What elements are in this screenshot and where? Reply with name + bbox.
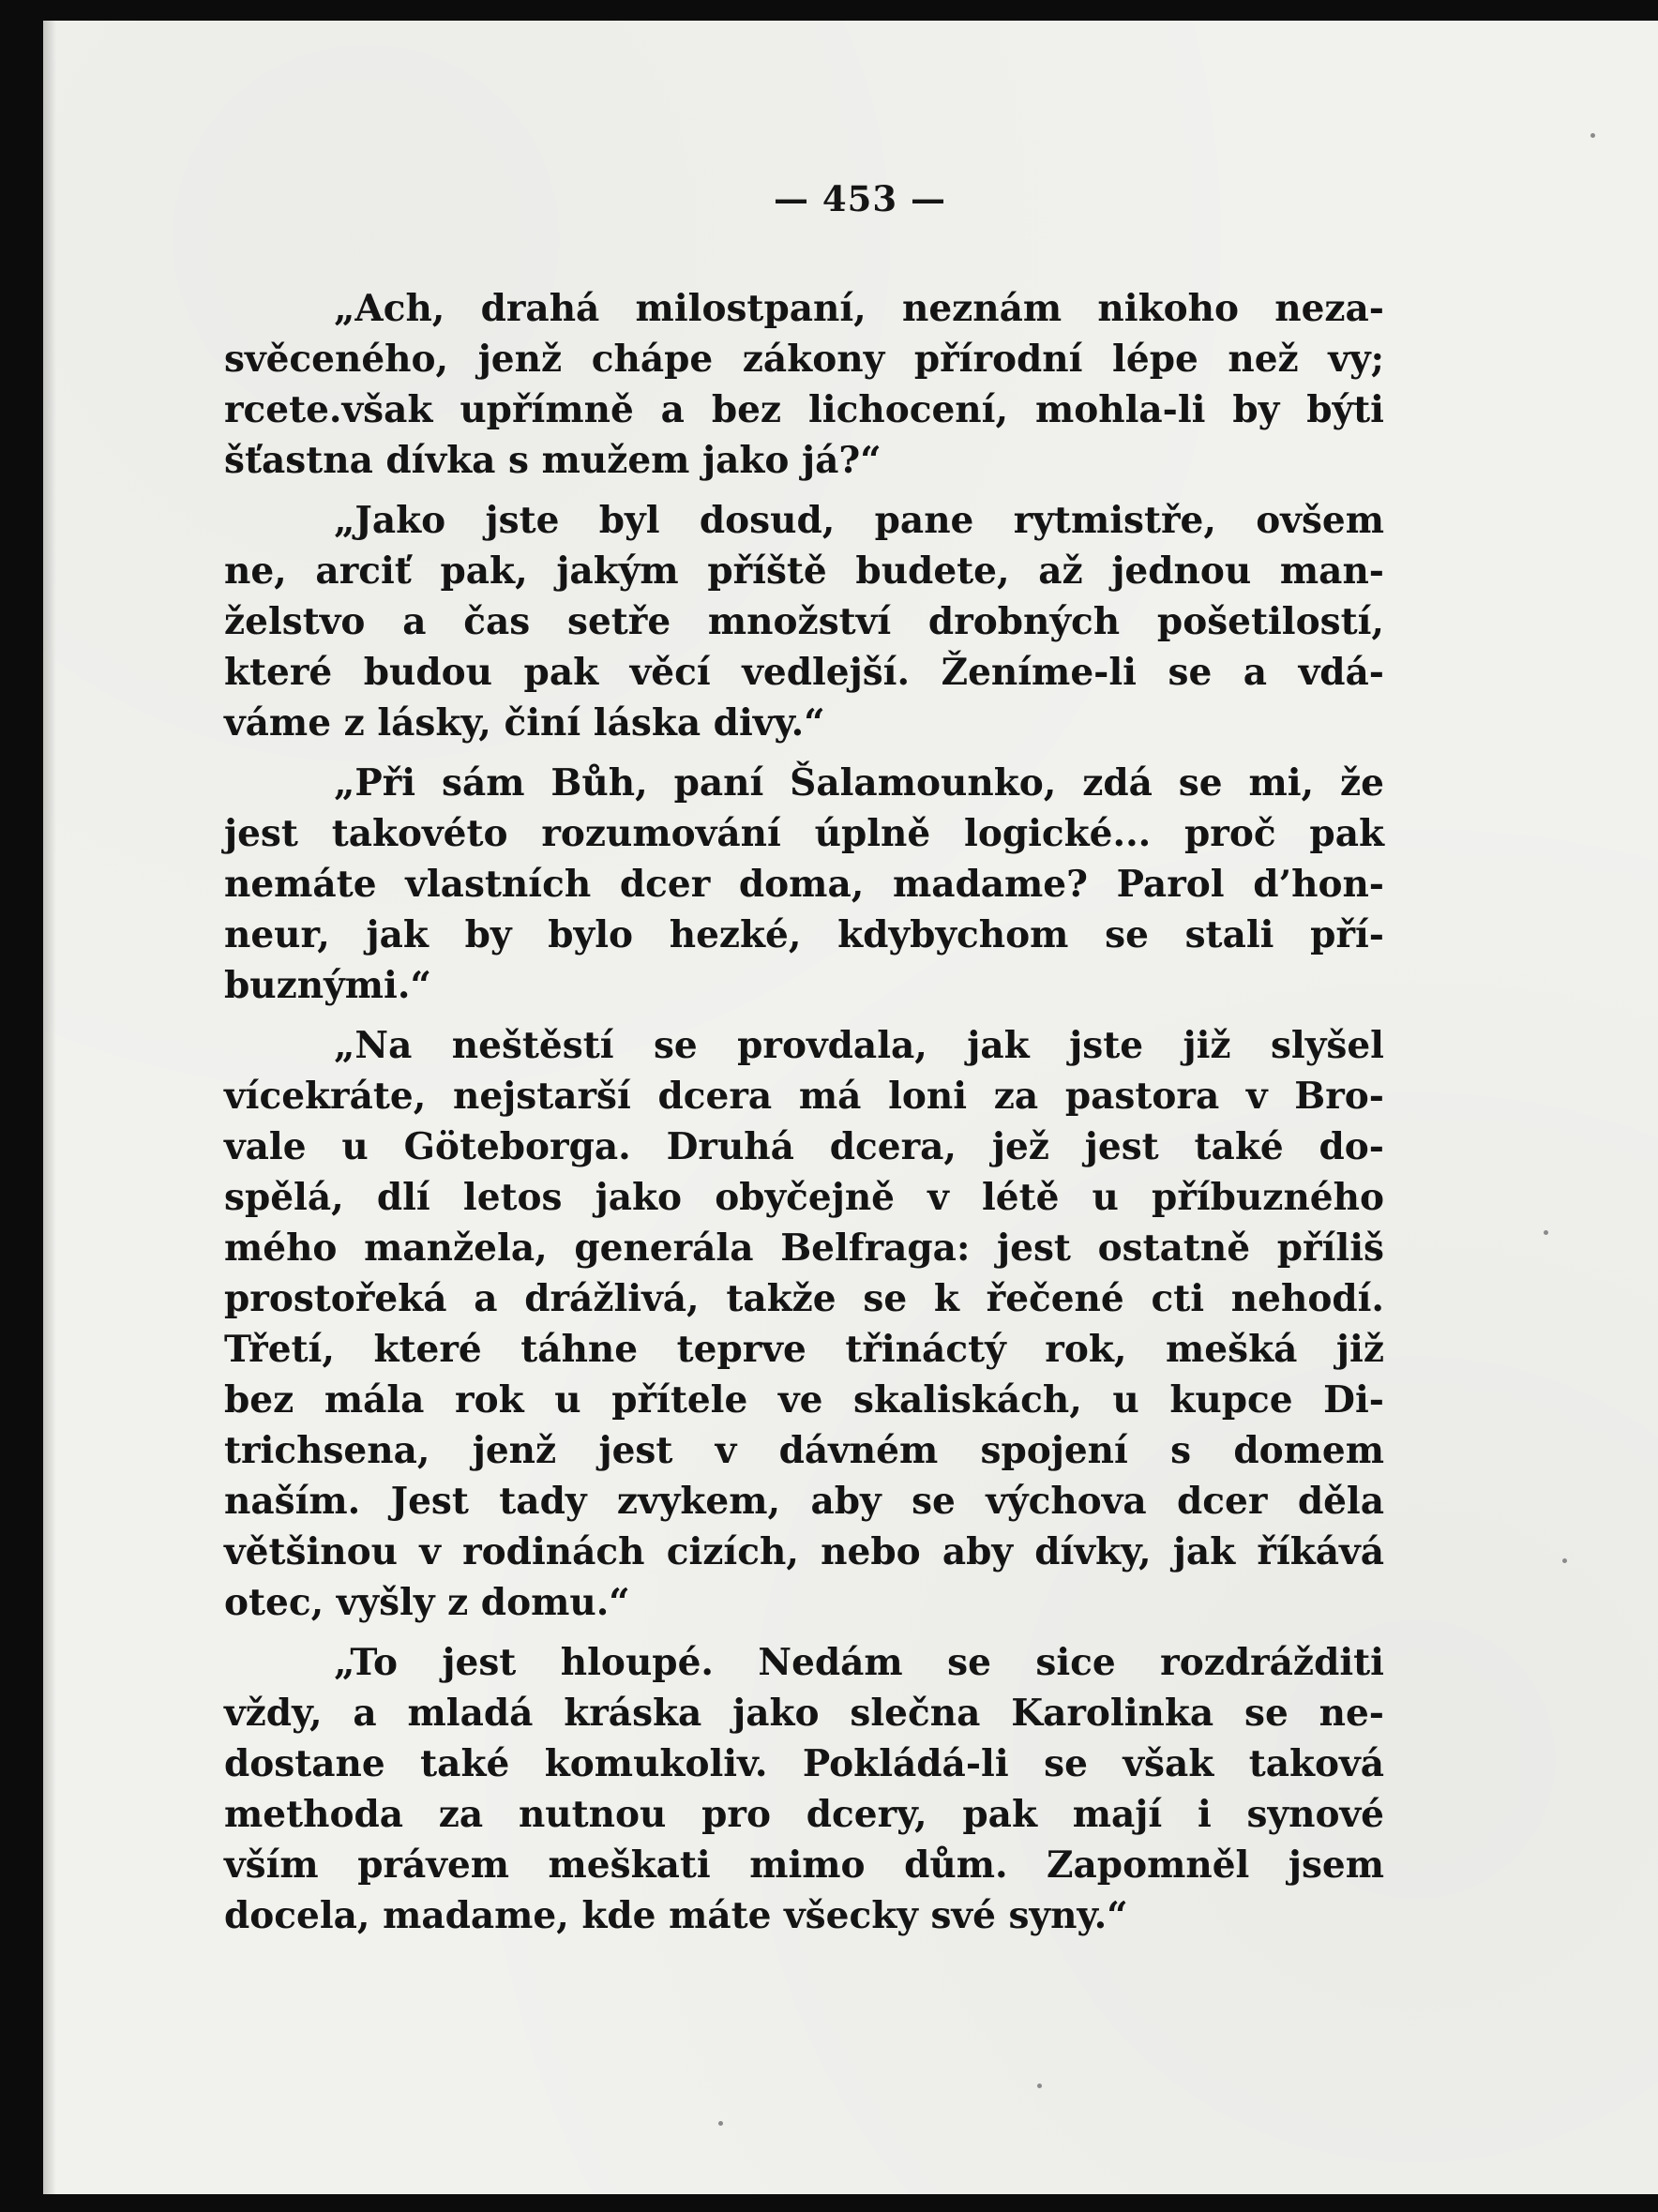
text-line: šťastna dívka s mužem jako já?“ — [224, 439, 882, 482]
text-line: bez mála rok u přítele ve skaliskách, u kupce Di- — [224, 1378, 1384, 1422]
dust-speck — [1037, 2084, 1042, 2088]
text-line: „Na neštěstí se provdala, jak jste již slyšel — [334, 1024, 1384, 1067]
text-line: „Při sám Bůh, paní Šalamounko, zdá se mi, že — [334, 761, 1384, 805]
paragraph — [224, 758, 1384, 1011]
text-line: rcete.však upřímně a bez lichocení, mohla-li by býti — [224, 388, 1384, 431]
text-line: dostane také komukoliv. Pokládá-li se však taková — [224, 1742, 1384, 1785]
text-line: mého manžela, generála Belfraga: jest ostatně příliš — [224, 1226, 1384, 1270]
text-line: „Ach, drahá milostpaní, neznám nikoho neza- — [334, 287, 1384, 330]
paragraph — [224, 1637, 1384, 1941]
dust-speck — [718, 2121, 723, 2126]
text-line: buznými.“ — [224, 964, 431, 1007]
dust-speck — [1544, 1230, 1548, 1235]
text-line: vícekráte, nejstarší dcera má loni za pastora v Bro- — [224, 1075, 1384, 1118]
page-shadow-edge — [43, 21, 56, 2194]
dust-speck — [1562, 1558, 1567, 1563]
book-page — [43, 21, 1658, 2194]
text-line: které budou pak věcí vedlejší. Ženíme-li se a vdá- — [224, 651, 1384, 694]
text-line: nemáte vlastních dcer doma, madame? Parol d’hon- — [224, 863, 1384, 906]
text-line: vždy, a mladá kráska jako slečna Karolinka se ne- — [224, 1692, 1384, 1735]
text-line: otec, vyšly z domu.“ — [224, 1581, 630, 1624]
text-line: ne, arciť pak, jakým příště budete, až jednou man- — [224, 549, 1384, 593]
body-text — [224, 283, 1384, 1941]
text-line: většinou v rodinách cizích, nebo aby dívky, jak říkává — [224, 1530, 1384, 1573]
text-line: neur, jak by bylo hezké, kdybychom se stali pří- — [224, 913, 1384, 956]
text-line: trichsena, jenž jest v dávném spojení s domem — [224, 1429, 1384, 1472]
paragraph — [224, 1020, 1384, 1628]
text-line: „Jako jste byl dosud, pane rytmistře, ovšem — [334, 499, 1384, 542]
text-line: prostořeká a drážlivá, takže se k řečené cti nehodí. — [224, 1277, 1384, 1320]
text-line: svěceného, jenž chápe zákony přírodní lépe než vy; — [224, 338, 1384, 381]
text-line: vším právem meškati mimo dům. Zapomněl jsem — [224, 1843, 1384, 1887]
text-line: váme z lásky, činí láska divy.“ — [224, 701, 825, 745]
text-line: vale u Göteborga. Druhá dcera, jež jest také do- — [224, 1125, 1384, 1168]
text-line: naším. Jest tady zvykem, aby se výchova dcer děla — [224, 1480, 1384, 1523]
text-line: „To jest hloupé. Nedám se sice rozdrážditi — [334, 1641, 1384, 1684]
text-line: želstvo a čas setře množství drobných pošetilostí, — [224, 600, 1384, 643]
text-line: jest takovéto rozumování úplně logické... proč pak — [224, 812, 1384, 855]
page-number: — 453 — — [774, 178, 946, 219]
dust-speck — [1590, 133, 1595, 138]
text-line: docela, madame, kde máte všecky své syny.“ — [224, 1894, 1128, 1937]
text-line: methoda za nutnou pro dcery, pak mají i synové — [224, 1793, 1384, 1836]
text-line: spělá, dlí letos jako obyčejně v létě u příbuzného — [224, 1176, 1384, 1219]
paragraph — [224, 495, 1384, 748]
text-line: Třetí, které táhne teprve třináctý rok, mešká již — [224, 1328, 1384, 1371]
paragraph — [224, 283, 1384, 486]
